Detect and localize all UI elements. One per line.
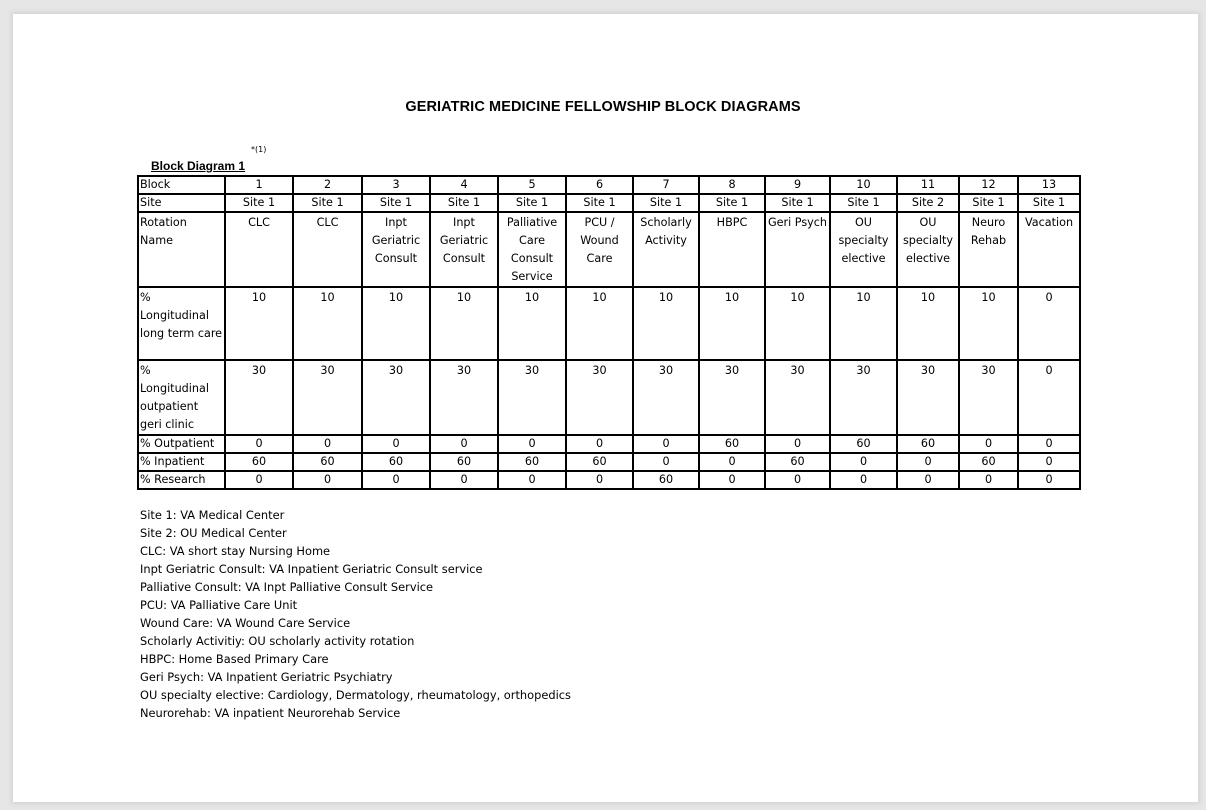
row-header: Block — [138, 176, 225, 194]
table-cell: 30 — [293, 360, 362, 435]
table-cell — [498, 212, 566, 287]
table-cell: 60 — [293, 453, 362, 471]
table-cell — [1018, 212, 1080, 287]
table-cell — [566, 212, 633, 287]
table-cell: 5 — [498, 176, 566, 194]
table-cell: 0 — [1018, 435, 1080, 453]
legend-item: Site 2: OU Medical Center — [140, 526, 287, 540]
rotation-name-line: elective — [905, 252, 951, 265]
rotation-name-line: Consult — [442, 252, 486, 265]
row-header: % Inpatient — [138, 453, 225, 471]
rotation-name-line: elective — [841, 252, 886, 265]
table-cell: 10 — [830, 287, 897, 360]
rotation-name-line: Rehab — [970, 234, 1007, 247]
rotation-name-line: specialty — [838, 234, 889, 247]
table-cell: 0 — [897, 453, 959, 471]
table-cell: 1 — [225, 176, 293, 194]
table-cell: 0 — [362, 435, 430, 453]
table-cell: Site 2 — [897, 194, 959, 212]
row-header-line: long term care — [140, 327, 223, 340]
rotation-name-line: Geriatric — [371, 234, 421, 247]
table-cell: Site 1 — [430, 194, 498, 212]
table-cell: 4 — [430, 176, 498, 194]
table-cell: Site 1 — [633, 194, 699, 212]
table-cell: 0 — [1018, 453, 1080, 471]
rotation-name-line: Care — [586, 252, 613, 265]
table-cell: 0 — [566, 471, 633, 489]
outpatient-row — [138, 435, 1080, 453]
table-cell: 7 — [633, 176, 699, 194]
table-cell — [225, 212, 293, 287]
table-cell: 30 — [566, 360, 633, 435]
table-cell: Site 1 — [765, 194, 830, 212]
table-cell: 60 — [498, 453, 566, 471]
table-cell: 10 — [959, 287, 1018, 360]
table-cell: 10 — [293, 287, 362, 360]
table-cell: 30 — [225, 360, 293, 435]
block-diagram-label: Block Diagram 1 — [151, 159, 246, 173]
rotation-name-line: CLC — [248, 216, 270, 229]
legend-item: OU specialty elective: Cardiology, Dermatology, rheumatology, orthopedics — [140, 688, 571, 702]
table-cell: 8 — [699, 176, 765, 194]
row-header — [138, 287, 225, 360]
table-cell — [765, 212, 830, 287]
table-cell: 10 — [633, 287, 699, 360]
table-cell: 0 — [699, 453, 765, 471]
rotation-name-line: Geri Psych — [767, 216, 828, 229]
table-cell: 0 — [362, 471, 430, 489]
footnote-mark: *(1) — [251, 145, 267, 154]
table-cell: Site 1 — [566, 194, 633, 212]
legend-item: PCU: VA Palliative Care Unit — [140, 598, 298, 612]
table-cell: 60 — [897, 435, 959, 453]
rotation-name-line: Scholarly — [640, 216, 692, 229]
rotation-name-line: Consult — [510, 252, 554, 265]
table-cell: 0 — [765, 435, 830, 453]
legend-item: Scholarly Activitiy: OU scholarly activity rotation — [140, 634, 415, 648]
table-cell: 0 — [1018, 471, 1080, 489]
table-cell: 0 — [225, 435, 293, 453]
legend-item: CLC: VA short stay Nursing Home — [140, 544, 331, 558]
legend-item: HBPC: Home Based Primary Care — [140, 652, 329, 666]
row-header-line: Name — [140, 234, 174, 247]
table-cell: 10 — [498, 287, 566, 360]
table-cell: 30 — [633, 360, 699, 435]
longitudinal-outpatient-row — [138, 360, 1080, 435]
site-row — [138, 194, 1080, 212]
table-cell: 10 — [830, 176, 897, 194]
table-cell: 30 — [959, 360, 1018, 435]
table-cell: 0 — [699, 471, 765, 489]
legend-item: Wound Care: VA Wound Care Service — [140, 616, 351, 630]
block-row — [138, 176, 1080, 194]
row-header: % Research — [138, 471, 225, 489]
table-cell: 0 — [1018, 287, 1080, 360]
table-cell: 30 — [430, 360, 498, 435]
table-cell: 6 — [566, 176, 633, 194]
row-header: Site — [138, 194, 225, 212]
rotation-name-line: Inpt — [385, 216, 407, 229]
table-cell: 30 — [699, 360, 765, 435]
table-cell: 30 — [830, 360, 897, 435]
table-cell: Site 1 — [362, 194, 430, 212]
table-cell: 0 — [1018, 360, 1080, 435]
table-cell: 0 — [498, 471, 566, 489]
rotation-name-line: Neuro — [971, 216, 1006, 229]
legend — [140, 506, 571, 722]
table-cell: 13 — [1018, 176, 1080, 194]
rotation-name-line: OU — [919, 216, 937, 229]
table-cell: 10 — [225, 287, 293, 360]
legend-item: Geri Psych: VA Inpatient Geriatric Psychiatry — [140, 670, 393, 684]
table-cell: 0 — [959, 435, 1018, 453]
table-cell: Site 1 — [699, 194, 765, 212]
table-cell: 60 — [959, 453, 1018, 471]
table-cell — [430, 212, 498, 287]
table-cell: 10 — [566, 287, 633, 360]
row-header — [138, 360, 225, 435]
legend-item: Palliative Consult: VA Inpt Palliative Consult Service — [140, 580, 434, 594]
row-header: % Outpatient — [138, 435, 225, 453]
table-cell: Site 1 — [225, 194, 293, 212]
table-cell: 60 — [430, 453, 498, 471]
legend-item: Neurorehab: VA inpatient Neurorehab Service — [140, 706, 401, 720]
table-cell — [897, 212, 959, 287]
rotation-name-line: Palliative — [506, 216, 558, 229]
table-cell: 9 — [765, 176, 830, 194]
table-cell: Site 1 — [293, 194, 362, 212]
table-cell: 0 — [498, 435, 566, 453]
document-title: GERIATRIC MEDICINE FELLOWSHIP BLOCK DIAGRAMS — [405, 99, 801, 115]
table-cell: 0 — [633, 453, 699, 471]
table-cell — [830, 212, 897, 287]
research-row — [138, 471, 1080, 489]
row-header-line: geri clinic — [140, 418, 194, 431]
table-cell — [633, 212, 699, 287]
table-cell: 60 — [362, 453, 430, 471]
table-cell — [293, 212, 362, 287]
table-cell: Site 1 — [959, 194, 1018, 212]
legend-item: Inpt Geriatric Consult: VA Inpatient Geriatric Consult service — [140, 562, 483, 576]
table-cell: 0 — [633, 435, 699, 453]
table-cell: 60 — [830, 435, 897, 453]
table-cell: 3 — [362, 176, 430, 194]
table-cell: 30 — [897, 360, 959, 435]
table-cell: 10 — [430, 287, 498, 360]
table-cell: 60 — [699, 435, 765, 453]
table-cell — [699, 212, 765, 287]
legend-item: Site 1: VA Medical Center — [140, 508, 285, 522]
rotation-name-line: Inpt — [453, 216, 475, 229]
table-cell: 60 — [225, 453, 293, 471]
table-cell: 0 — [293, 435, 362, 453]
table-cell — [959, 212, 1018, 287]
table-cell: Site 1 — [1018, 194, 1080, 212]
rotation-name-line: Service — [511, 270, 553, 283]
rotation-name-line: HBPC — [716, 216, 748, 229]
table-cell: 0 — [765, 471, 830, 489]
inpatient-row — [138, 453, 1080, 471]
rotation-name-line: Care — [519, 234, 545, 247]
table-cell: 0 — [830, 453, 897, 471]
table-cell: 10 — [699, 287, 765, 360]
table-cell: 10 — [362, 287, 430, 360]
table-cell: 60 — [566, 453, 633, 471]
rotation-name-line: CLC — [316, 216, 339, 229]
longitudinal-ltc-row — [138, 287, 1080, 360]
rotation-name-line: OU — [855, 216, 872, 229]
table-cell: 10 — [897, 287, 959, 360]
row-header-line: Rotation — [140, 216, 187, 229]
rotation-name-line: Vacation — [1024, 216, 1074, 229]
table-cell: 0 — [959, 471, 1018, 489]
table-cell: Site 1 — [498, 194, 566, 212]
rotation-name-line: Consult — [374, 252, 418, 265]
table-cell: 30 — [362, 360, 430, 435]
table-cell: Site 1 — [830, 194, 897, 212]
table-cell: 0 — [225, 471, 293, 489]
table-cell: 60 — [633, 471, 699, 489]
table-cell: 2 — [293, 176, 362, 194]
table-cell: 0 — [430, 435, 498, 453]
row-header — [138, 212, 225, 287]
row-header-line: % Longitudinal — [140, 364, 209, 395]
table-cell: 30 — [765, 360, 830, 435]
table-cell: 12 — [959, 176, 1018, 194]
row-header-line: outpatient — [140, 400, 199, 413]
rotation-name-line: Geriatric — [439, 234, 489, 247]
table-cell: 11 — [897, 176, 959, 194]
table-cell: 0 — [897, 471, 959, 489]
table-cell: 10 — [765, 287, 830, 360]
table-cell: 0 — [830, 471, 897, 489]
table-cell: 0 — [430, 471, 498, 489]
rotation-name-line: Activity — [645, 234, 687, 247]
row-header-line: % Longitudinal — [140, 291, 209, 322]
table-cell: 0 — [566, 435, 633, 453]
table-cell: 30 — [498, 360, 566, 435]
table-cell — [362, 212, 430, 287]
rotation-name-line: PCU / — [584, 216, 615, 229]
block-diagram-table — [137, 175, 1081, 490]
table-cell: 0 — [293, 471, 362, 489]
rotation-name-line: Wound — [580, 234, 619, 247]
rotation-name-line: specialty — [902, 234, 954, 247]
table-cell: 60 — [765, 453, 830, 471]
rotation-row — [138, 212, 1080, 287]
